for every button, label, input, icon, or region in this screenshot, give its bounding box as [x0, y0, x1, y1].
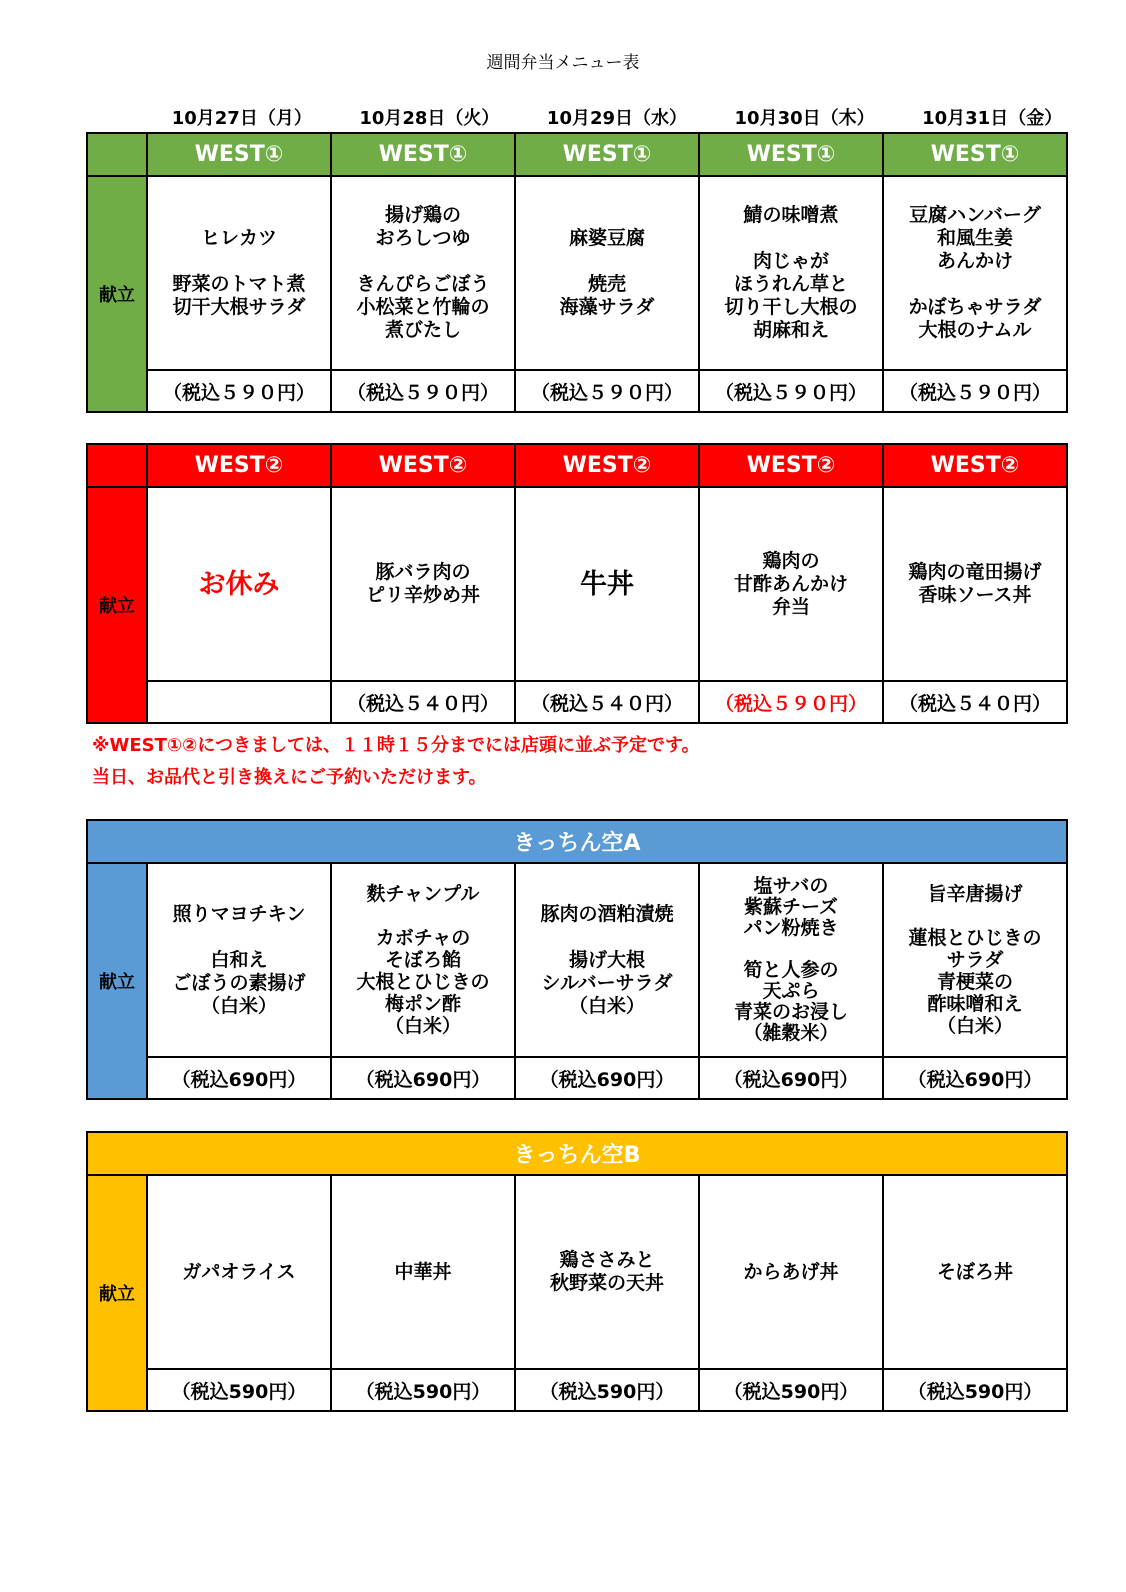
kitchen-b-header: きっちん空B: [87, 1132, 1067, 1175]
west1-dish-mon: ヒレカツ 野菜のトマト煮 切干大根サラダ: [147, 176, 331, 370]
west1-table: [86, 132, 1068, 413]
west1-header-wed: WEST①: [515, 133, 699, 176]
date-wed: 10月29日（水）: [546, 108, 688, 129]
west1-price-fri: （税込５９０円）: [883, 370, 1067, 412]
west2-corner: [87, 444, 147, 487]
west1-header-tue: WEST①: [331, 133, 515, 176]
kitchen-b-price-wed: （税込590円）: [515, 1369, 699, 1411]
date-tue: 10月28日（火）: [359, 108, 500, 129]
west1-price-wed: （税込５９０円）: [515, 370, 699, 412]
west2-header-wed: WEST②: [515, 444, 699, 487]
west1-price-tue: （税込５９０円）: [331, 370, 515, 412]
west1-header-fri: WEST①: [883, 133, 1067, 176]
kitchen-b-dish-fri: そぼろ丼: [883, 1175, 1067, 1369]
kitchen-a-price-mon: （税込690円）: [147, 1057, 331, 1099]
kitchen-b-dish-wed: 鶏ささみと 秋野菜の天丼: [515, 1175, 699, 1369]
kitchen-b-dish-mon: ガパオライス: [147, 1175, 331, 1369]
west2-header-thu: WEST②: [699, 444, 883, 487]
west2-header-mon: WEST②: [147, 444, 331, 487]
west2-price-tue: （税込５４０円）: [331, 681, 515, 723]
kitchen-a-dish-thu: 塩サバの 紫蘇チーズ パン粉焼き 筍と人参の 天ぷら 青菜のお浸し （雑穀米）: [699, 863, 883, 1057]
kitchen-a-price-thu: （税込690円）: [699, 1057, 883, 1099]
kitchen-a-price-fri: （税込690円）: [883, 1057, 1067, 1099]
west2-side-label: 献立: [87, 487, 147, 723]
notes: [92, 730, 700, 794]
west1-dish-wed: 麻婆豆腐 焼売 海藻サラダ: [515, 176, 699, 370]
west2-dish-tue: 豚バラ肉の ピリ辛炒め丼: [331, 487, 515, 681]
kitchen-a-table: [86, 819, 1068, 1100]
west2-dish-mon: お休み: [147, 487, 331, 681]
kitchen-b-price-thu: （税込590円）: [699, 1369, 883, 1411]
west1-corner: [87, 133, 147, 176]
kitchen-a-price-tue: （税込690円）: [331, 1057, 515, 1099]
date-thu: 10月30日（木）: [734, 108, 875, 129]
note-line-2: 当日、お品代と引き換えにご予約いただけます。: [92, 767, 487, 788]
kitchen-a-side-label: 献立: [87, 863, 147, 1099]
west2-header-fri: WEST②: [883, 444, 1067, 487]
kitchen-a-dish-tue: 麩チャンプル カボチャの そぼろ餡 大根とひじきの 梅ポン酢 （白米）: [331, 863, 515, 1057]
kitchen-b-price-fri: （税込590円）: [883, 1369, 1067, 1411]
date-header-row: [148, 104, 1086, 130]
page-title: 週間弁当メニュー表: [486, 53, 640, 73]
west2-price-thu: （税込５９０円）: [699, 681, 883, 723]
west2-dish-thu: 鶏肉の 甘酢あんかけ 弁当: [699, 487, 883, 681]
date-mon: 10月27日（月）: [171, 108, 312, 129]
west2-price-wed: （税込５４０円）: [515, 681, 699, 723]
west2-price-mon: [147, 681, 331, 723]
kitchen-a-price-wed: （税込690円）: [515, 1057, 699, 1099]
kitchen-b-side-label: 献立: [87, 1175, 147, 1411]
west2-dish-wed: 牛丼: [515, 487, 699, 681]
kitchen-a-dish-mon: 照りマヨチキン 白和え ごぼうの素揚げ （白米）: [147, 863, 331, 1057]
kitchen-b-table: [86, 1131, 1068, 1412]
west2-table: [86, 443, 1068, 724]
kitchen-a-header: きっちん空A: [87, 820, 1067, 863]
note-line-1: ※WEST①②につきましては、１１時１５分までには店頭に並ぶ予定です。: [92, 735, 700, 756]
kitchen-a-dish-fri: 旨辛唐揚げ 蓮根とひじきの サラダ 青梗菜の 酢味噌和え （白米）: [883, 863, 1067, 1057]
west1-header-mon: WEST①: [147, 133, 331, 176]
west1-price-thu: （税込５９０円）: [699, 370, 883, 412]
kitchen-a-dish-wed: 豚肉の酒粕漬焼 揚げ大根 シルバーサラダ （白米）: [515, 863, 699, 1057]
date-fri: 10月31日（金）: [922, 108, 1063, 129]
west1-dish-thu: 鯖の味噌煮 肉じゃが ほうれん草と 切り干し大根の 胡麻和え: [699, 176, 883, 370]
west1-dish-fri: 豆腐ハンバーグ 和風生姜 あんかけ かぼちゃサラダ 大根のナムル: [883, 176, 1067, 370]
west2-dish-fri: 鶏肉の竜田揚げ 香味ソース丼: [883, 487, 1067, 681]
kitchen-b-price-tue: （税込590円）: [331, 1369, 515, 1411]
kitchen-b-dish-tue: 中華丼: [331, 1175, 515, 1369]
west1-dish-tue: 揚げ鶏の おろしつゆ きんぴらごぼう 小松菜と竹輪の 煮びたし: [331, 176, 515, 370]
west2-price-fri: （税込５４０円）: [883, 681, 1067, 723]
west1-header-thu: WEST①: [699, 133, 883, 176]
west1-side-label: 献立: [87, 176, 147, 412]
west1-price-mon: （税込５９０円）: [147, 370, 331, 412]
kitchen-b-price-mon: （税込590円）: [147, 1369, 331, 1411]
kitchen-b-dish-thu: からあげ丼: [699, 1175, 883, 1369]
west2-header-tue: WEST②: [331, 444, 515, 487]
